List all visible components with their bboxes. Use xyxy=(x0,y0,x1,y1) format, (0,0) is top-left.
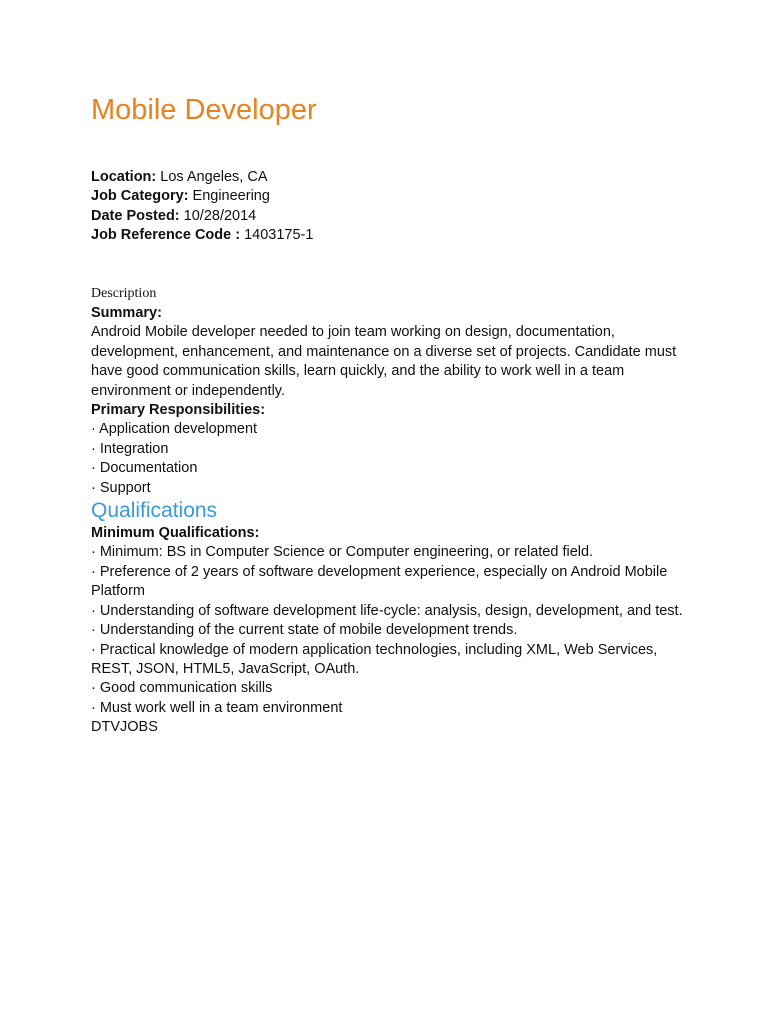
min-qualifications-heading: Minimum Qualifications: xyxy=(91,525,260,542)
job-meta xyxy=(91,168,313,246)
list-item: · Minimum: BS in Computer Science or Computer engineering, or related field. xyxy=(91,544,594,561)
list-item: · Preference of 2 years of software development experience, especially on Android Mobile Platform xyxy=(91,563,668,600)
list-item: · Understanding of the current state of mobile development trends. xyxy=(91,622,518,639)
date-label: Date Posted: xyxy=(91,207,180,224)
list-item: · Must work well in a team environment xyxy=(91,699,343,716)
job-title: Mobile Developer xyxy=(91,94,317,126)
list-item: · Support xyxy=(91,479,151,496)
qualifications-title: Qualifications xyxy=(91,499,218,523)
date-value: 10/28/2014 xyxy=(183,207,257,224)
list-item: · Documentation xyxy=(91,460,198,477)
list-item: · Good communication skills xyxy=(91,680,273,697)
summary-heading: Summary: xyxy=(91,305,162,321)
location-value: Los Angeles, CA xyxy=(160,169,268,185)
category-value: Engineering xyxy=(192,188,270,205)
responsibilities-heading: Primary Responsibilities: xyxy=(91,402,266,419)
list-item: · Understanding of software development life-cycle: analysis, design, development, and test. xyxy=(91,602,683,619)
ref-row xyxy=(91,226,313,245)
ref-label: Job Reference Code : xyxy=(91,227,241,244)
description-label: Description xyxy=(91,286,157,301)
ref-value: 1403175-1 xyxy=(244,227,314,244)
category-label: Job Category: xyxy=(91,188,189,205)
date-row xyxy=(91,207,313,226)
job-content xyxy=(91,284,691,738)
location-label: Location: xyxy=(91,169,157,185)
list-item: · Integration xyxy=(91,440,169,457)
list-item: · Application development xyxy=(91,421,258,438)
location-row xyxy=(91,168,313,187)
category-row xyxy=(91,187,313,206)
footer-tag: DTVJOBS xyxy=(91,719,158,736)
list-item: · Practical knowledge of modern application technologies, including XML, Web Services, REST, JSON, HTML5, JavaScript, OAuth. xyxy=(91,641,658,677)
summary-text: Android Mobile developer needed to join team working on design, documentation, development, enhancement, and maintenance on a diverse set of projects. Candidate must have good communication skills, learn quickly, and the ability to work well in a team environment or independently. xyxy=(91,324,677,399)
qualifications-list xyxy=(91,543,691,718)
responsibilities-list xyxy=(91,420,691,498)
